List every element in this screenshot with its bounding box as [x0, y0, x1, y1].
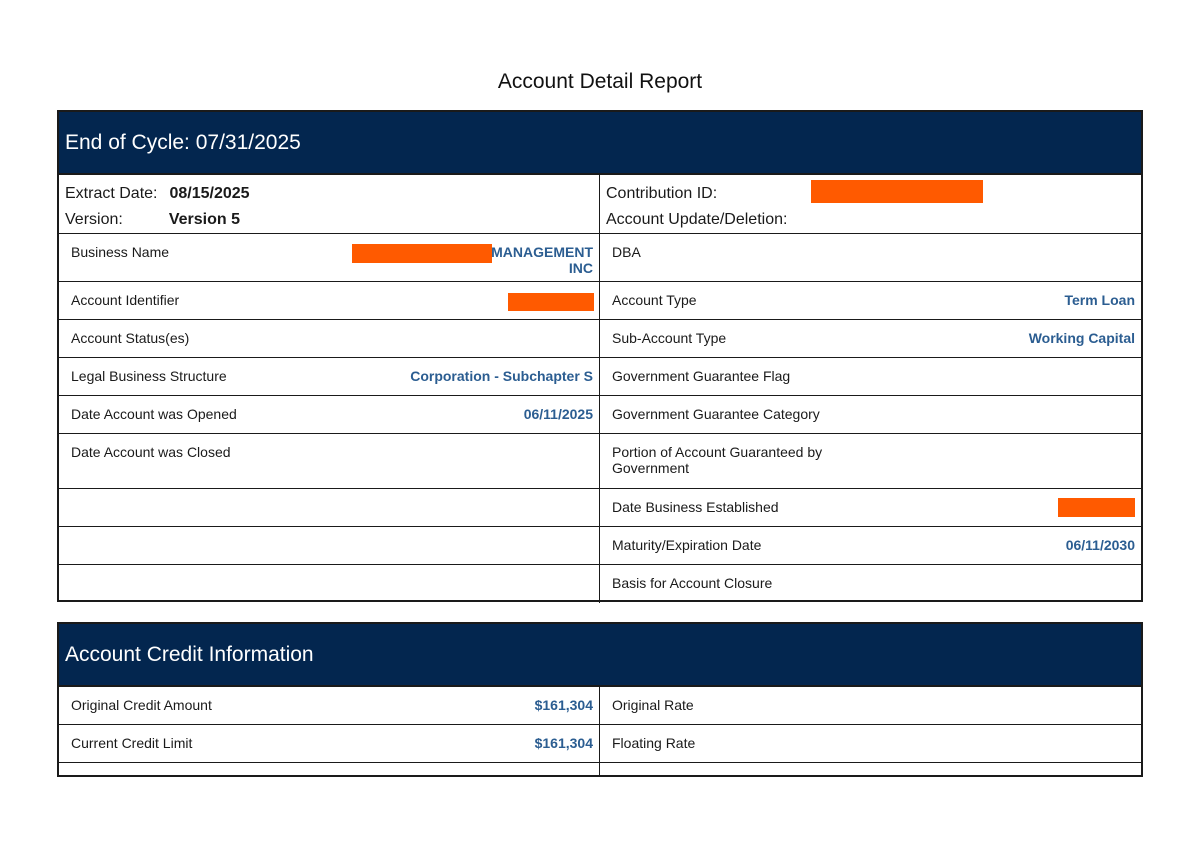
original-rate-cell — [600, 687, 1141, 724]
business-name-value: MANAGEMENT INC — [491, 244, 593, 276]
maturity-date-label: Maturity/Expiration Date — [612, 537, 762, 553]
date-closed-label: Date Account was Closed — [71, 444, 231, 460]
business-name-cell — [59, 234, 600, 281]
date-opened-label: Date Account was Opened — [71, 406, 237, 422]
current-credit-value: $161,304 — [534, 735, 593, 751]
table-row — [59, 434, 1141, 489]
credit-section — [57, 622, 1143, 777]
sub-account-type-value: Working Capital — [1028, 330, 1135, 346]
portion-guaranteed-cell — [600, 434, 1141, 488]
contribution-id-label: Contribution ID: — [606, 185, 718, 202]
legal-structure-value: Corporation - Subchapter S — [410, 368, 593, 384]
date-closed-cell — [59, 434, 600, 488]
account-status-label: Account Status(es) — [71, 330, 190, 346]
guarantee-flag-label: Government Guarantee Flag — [612, 368, 791, 384]
credit-header: Account Credit Information — [59, 624, 1141, 687]
meta-right — [600, 175, 1141, 233]
floating-rate-cell — [600, 725, 1141, 762]
dba-label: DBA — [612, 244, 641, 260]
account-status-cell — [59, 320, 600, 357]
meta-left — [59, 175, 600, 233]
date-opened-cell — [59, 396, 600, 433]
business-name-redaction — [352, 244, 492, 263]
date-established-redaction — [1058, 498, 1135, 517]
date-opened-value: 06/11/2025 — [523, 406, 593, 422]
empty-cell — [59, 489, 600, 526]
account-identifier-redaction — [508, 293, 594, 311]
extract-date-value: 08/15/2025 — [169, 185, 250, 202]
empty-cell — [59, 565, 600, 603]
table-row — [59, 282, 1141, 320]
account-type-label: Account Type — [612, 292, 697, 308]
current-credit-label: Current Credit Limit — [71, 735, 193, 751]
account-identifier-label: Account Identifier — [71, 292, 180, 308]
maturity-date-cell — [600, 527, 1141, 564]
cycle-section — [57, 110, 1143, 602]
account-update-label: Account Update/Deletion: — [606, 211, 788, 228]
legal-structure-label: Legal Business Structure — [71, 368, 227, 384]
maturity-date-value: 06/11/2030 — [1065, 537, 1135, 553]
sub-account-type-label: Sub-Account Type — [612, 330, 727, 346]
table-row — [59, 358, 1141, 396]
empty-cell — [600, 763, 1141, 775]
original-rate-label: Original Rate — [612, 697, 694, 713]
empty-cell — [59, 527, 600, 564]
date-established-label: Date Business Established — [612, 499, 779, 515]
closure-basis-cell — [600, 565, 1141, 603]
table-row — [59, 396, 1141, 434]
table-row — [59, 527, 1141, 565]
cycle-header: End of Cycle: 07/31/2025 — [59, 112, 1141, 175]
table-row — [59, 763, 1141, 775]
original-credit-cell — [59, 687, 600, 724]
dba-cell — [600, 234, 1141, 281]
extract-date-label: Extract Date: — [65, 185, 158, 202]
table-row — [59, 565, 1141, 603]
original-credit-label: Original Credit Amount — [71, 697, 212, 713]
floating-rate-label: Floating Rate — [612, 735, 696, 751]
business-name-label: Business Name — [71, 244, 170, 260]
guarantee-category-cell — [600, 396, 1141, 433]
portion-guaranteed-label: Portion of Account Guaranteed by Government — [612, 444, 823, 476]
table-row — [59, 320, 1141, 358]
table-row — [59, 234, 1141, 282]
empty-cell — [59, 763, 600, 775]
original-credit-value: $161,304 — [534, 697, 593, 713]
current-credit-cell — [59, 725, 600, 762]
account-identifier-cell — [59, 282, 600, 319]
closure-basis-label: Basis for Account Closure — [612, 575, 773, 591]
legal-structure-cell — [59, 358, 600, 395]
guarantee-flag-cell — [600, 358, 1141, 395]
account-type-cell — [600, 282, 1141, 319]
report-title: Account Detail Report — [497, 70, 703, 93]
date-established-cell — [600, 489, 1141, 526]
meta-row — [59, 175, 1141, 234]
table-row — [59, 725, 1141, 763]
table-row — [59, 489, 1141, 527]
guarantee-category-label: Government Guarantee Category — [612, 406, 820, 422]
sub-account-type-cell — [600, 320, 1141, 357]
version-value: Version 5 — [168, 211, 240, 228]
contribution-id-redaction — [811, 180, 983, 203]
table-row — [59, 687, 1141, 725]
version-label: Version: — [65, 211, 123, 228]
account-type-value: Term Loan — [1064, 292, 1135, 308]
